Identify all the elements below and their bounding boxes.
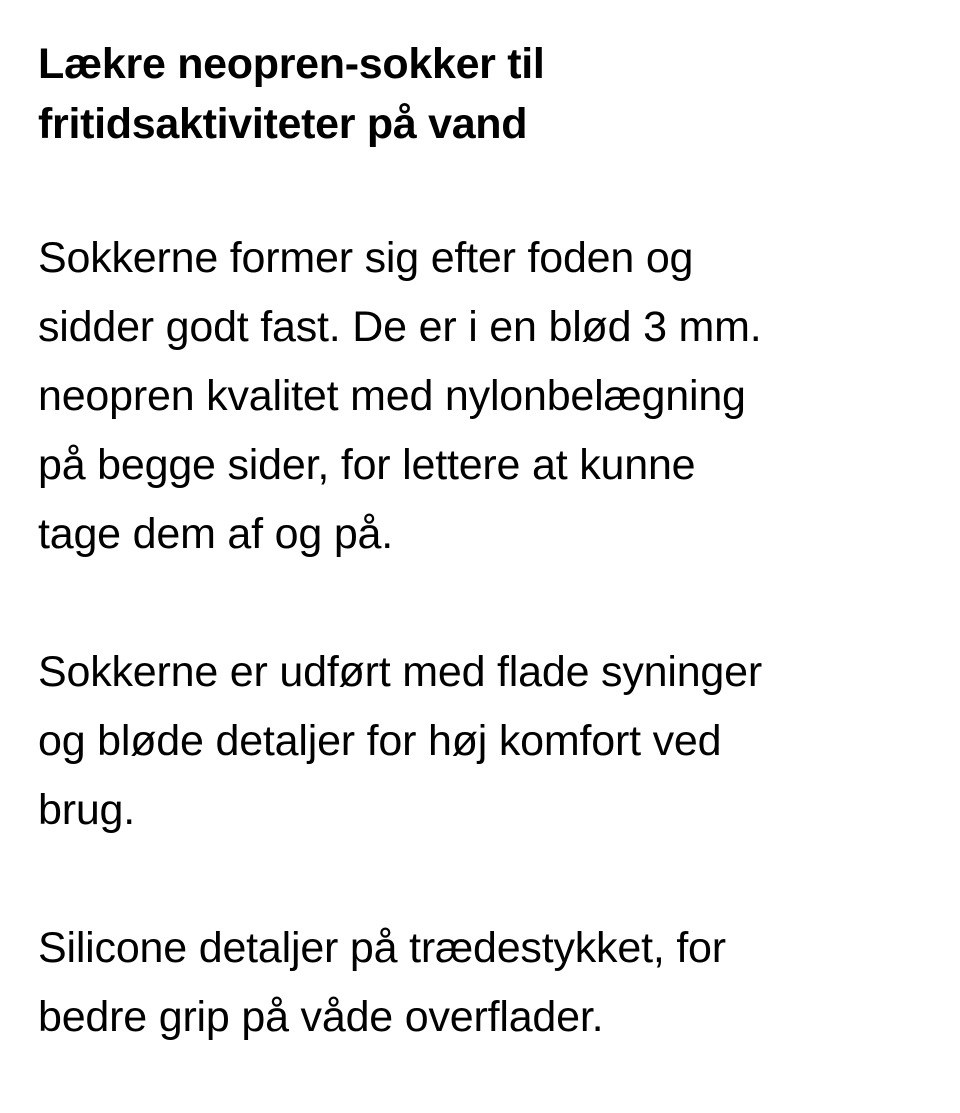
paragraph-fit xyxy=(38,224,938,569)
paragraph-line: på begge sider, for lettere at kunne xyxy=(38,441,696,489)
paragraph-line: Sokkerne er udført med flade syninger xyxy=(38,648,762,696)
paragraph-line: bedre grip på våde overflader. xyxy=(38,993,604,1041)
paragraph-line: tage dem af og på. xyxy=(38,510,393,558)
paragraph-grip xyxy=(38,914,938,1052)
paragraph-line: Sokkerne former sig efter foden og xyxy=(38,234,694,282)
paragraph-seams xyxy=(38,638,938,845)
heading-line: fritidsaktiviteter på vand xyxy=(38,100,528,148)
product-heading xyxy=(38,34,938,154)
paragraph-line: og bløde detaljer for høj komfort ved xyxy=(38,717,722,765)
paragraph-line: Silicone detaljer på trædestykket, for xyxy=(38,924,726,972)
heading-line: Lækre neopren-sokker til xyxy=(38,40,545,88)
paragraph-line: neopren kvalitet med nylonbelægning xyxy=(38,372,746,420)
paragraph-line: brug. xyxy=(38,786,136,834)
product-description xyxy=(38,34,938,1052)
paragraph-line: sidder godt fast. De er i en blød 3 mm. xyxy=(38,303,762,351)
